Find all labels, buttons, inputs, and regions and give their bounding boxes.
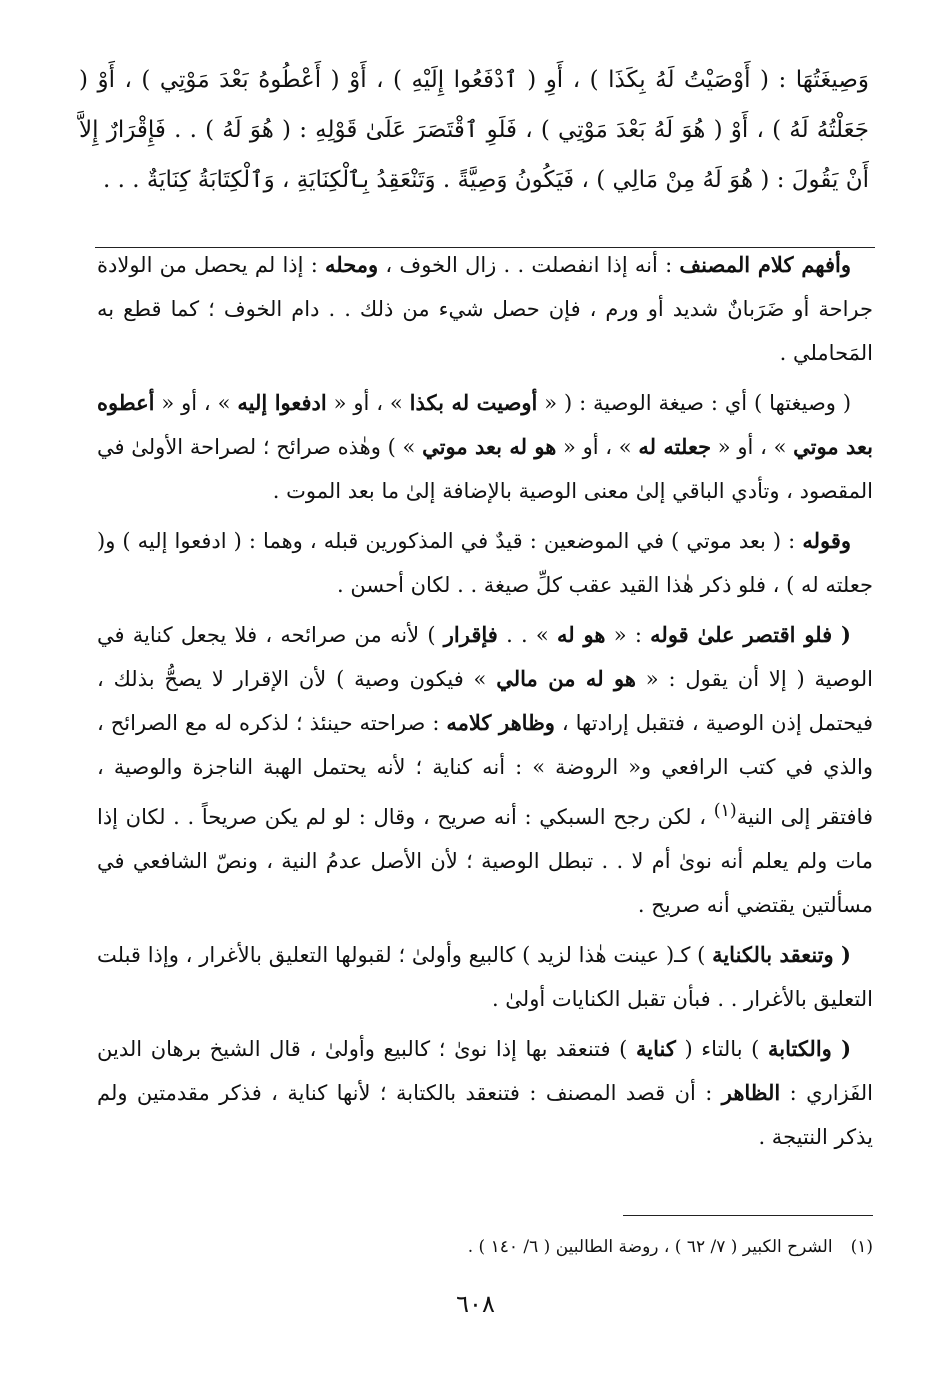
text-run: ) كـ( عينت هٰذا لزيد ) كالبيع وأولىٰ ؛ لقبولها التعليق بالأغرار ، وإذا قبلت التعليق بالأغرار . . فبأن تقبل الكنايات أولىٰ . [97, 943, 873, 1011]
text-run: ( وصيغتها ) أي : صيغة الوصية : ( « [537, 391, 852, 415]
text-run: » فيكون وصية ) لأن الإقرار لا يصحُّ بذلك ، فيحتمل إذن الوصية ، فتقبل إرادتها ، [97, 667, 873, 735]
footnote-text: الشرح الكبير ( ٧/ ٦٢ ) ، روضة الطالبين ( ٦/ ١٤٠ ) . [467, 1237, 833, 1257]
bold-term: كناية [636, 1036, 676, 1061]
bold-term: وظاهر كلامه [446, 710, 555, 735]
text-run: ) لأنه من صرائحه ، فلا يجعل كناية في الوصية ( إلا أن يقول : « [97, 623, 874, 691]
bold-lead: ( فلو اقتصر علىٰ قوله [650, 622, 851, 647]
commentary-paragraph-5 [97, 933, 873, 1021]
text-run: » ، أو « [711, 435, 794, 459]
quoted-phrase: أوصيت له بكذا [409, 390, 538, 415]
commentary-paragraph-3 [97, 519, 873, 607]
commentary-paragraph-2 [97, 381, 873, 513]
text-run: : « [605, 623, 651, 647]
text-run: » ) وهٰذه صرائح ؛ لصراحة الأولىٰ في المقصود ، وتأدي الباقي إلىٰ معنى الوصية بالإضافة إلىٰ ما بعد الموت . [97, 435, 873, 503]
text-run: » ، أو « [154, 391, 238, 415]
footnote-number: (١) [850, 1237, 873, 1257]
text-run: : صراحته حينئذ ؛ لذكره له مع الصرائح ، والذي في كتب الرافعي و« الروضة » : أنه كناية ؛ لأنه يحتمل الهبة الناجزة والوصية ، فافتقر إلى النية [97, 711, 873, 829]
quoted-phrase: ادفعوا إليه [237, 390, 327, 415]
bold-term: ومحله [325, 252, 379, 277]
footnote-marker: (١) [713, 801, 737, 821]
text-run: ) بالتاء ( [675, 1037, 768, 1061]
text-run: : أن قصد المصنف : فتنعقد بالكتابة ؛ لأنها كناية ، فذكر مقدمتين ولم يذكر النتيجة . [97, 1081, 873, 1149]
bold-lead: وأفهم كلام المصنف [679, 252, 852, 277]
commentary-paragraph-1 [97, 243, 873, 375]
bold-lead: ( والكتابة [768, 1036, 852, 1061]
bold-lead: وقوله [802, 528, 851, 553]
commentary [97, 243, 873, 1165]
text-run: : ( بعد موتي ) في الموضعين : قيدٌ في المذكورين قبله ، وهما : ( ادفعوا إليه ) و( جعلته له ) ، فلو ذكر هٰذا القيد عقب كلِّ صيغة . . لكان أحسن . [97, 529, 873, 597]
text-run: ، لكن رجح السبكي : أنه صريح ، وقال : لو لم يكن صريحاً . . لكان إذا مات ولم يعلم أنه نوىٰ أم لا . . تبطل الوصية ؛ لأن الأصل عدمُ النية ، ونصّ الشافعي في مسألتين يقتضي أنه صريح . [97, 805, 873, 917]
quoted-phrase: هو له [557, 622, 606, 647]
quoted-phrase: هو له من مالي [496, 666, 636, 691]
matn-text: وَصِيغَتُهَا : ( أَوْصَيْتُ لَهُ بِكَذَا ) ، أَوِ ( ٱدْفَعُوا إِلَيْهِ ) ، أَوْ ( أَعْطُوهُ بَعْدَ مَوْتِي ) ، أَوْ ( جَعَلْتُهُ لَهُ ) ، أَوْ ( هُوَ لَهُ بَعْدَ مَوْتِي ) ، فَلَوِ ٱقْتَصَرَ عَلَىٰ قَوْلِهِ : ( هُوَ لَهُ ) . . فَإِقْرَارٌ إِلاَّ أَنْ يَقُولَ : ( هُوَ لَهُ مِنْ مَالِي ) ، فَيَكُونُ وَصِيَّةً . وَتَنْعَقِدُ بِٱلْكِنَايَةِ ، وَٱلْكِتَابَةُ كِنَايَةٌ . . . [79, 67, 869, 193]
text-run: : إذا لم يحصل من الولادة جراحة أو ضَرَبانٌ شديد أو ورم ، فإن حصل شيء من ذلك . . دام الخوف ؛ كما قطع به المَحاملي . [97, 253, 873, 365]
text-run: ) فتنعقد بها إذا نوىٰ ؛ كالبيع وأولىٰ ، قال الشيخ برهان الدين الفَزاري : [97, 1037, 874, 1105]
bold-term: الظاهر [721, 1080, 781, 1105]
quoted-phrase: هو له بعد موتي [422, 434, 557, 459]
footnote-separator-rule [623, 1215, 873, 1216]
text-run: : أنه إذا انفصلت . . زال الخوف ، [378, 253, 680, 277]
text-run: » ، أو « [326, 391, 410, 415]
commentary-paragraph-4 [97, 613, 873, 927]
bold-lead: ( وتنعقد بالكناية [712, 942, 851, 967]
text-run: » . . [497, 623, 558, 647]
page-number: ٦٠٨ [456, 1290, 495, 1318]
bold-term: فإقرار [443, 622, 498, 647]
text-run: » ، أو « [556, 435, 639, 459]
commentary-paragraph-6 [97, 1027, 873, 1159]
quoted-phrase: جعلته له [638, 434, 712, 459]
quoted-phrase: أعطوه بعد موتي [97, 390, 873, 459]
footnote [97, 1232, 873, 1262]
